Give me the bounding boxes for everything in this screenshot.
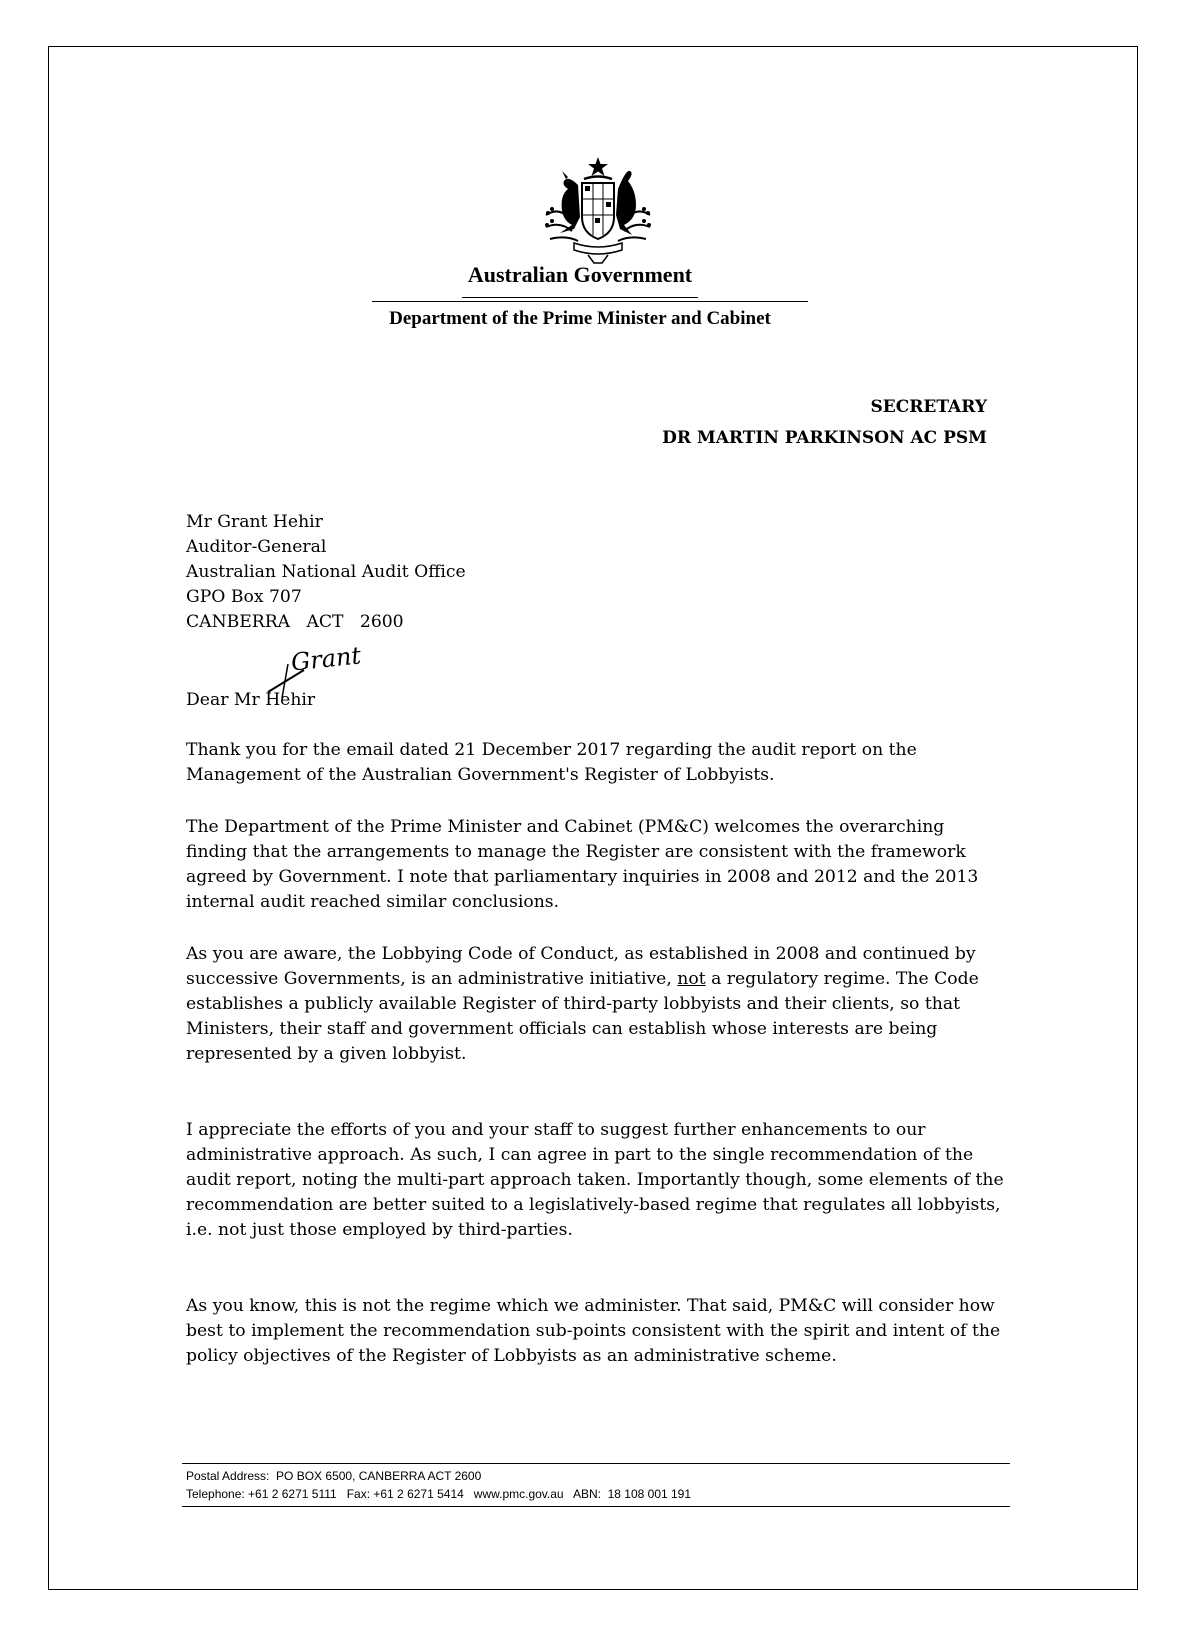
paragraph-text: I appreciate the efforts of you and your staff to suggest further enhancements to our administrative approach. As such, I can agree in part to the single recommendation of the audit report, noting the multi-part approach taken. Importantly though, some elements of the recommendation are better suited to a legislatively-based regime that regulates all lobbyists, i.e. not just those employed by third-parties. [186,1120,1004,1240]
salutation-struck-title: Mr [233,690,260,710]
salutation-surname: Hehir [265,690,316,710]
sender-name: DR MARTIN PARKINSON AC PSM [662,428,987,448]
recipient-address [186,510,466,635]
sender-block [662,392,987,454]
letterhead-rule-top [462,297,698,298]
address-line: Australian National Audit Office [186,562,466,582]
underlined-word: not [677,969,706,989]
paragraph-text: As you know, this is not the regime which we administer. That said, PM&C will consider how best to implement the recommendation sub-points consistent with the spirit and intent of the policy objectives of the Register of Lobbyists as an administrative scheme. [186,1296,1001,1366]
paragraph-text-part: a regulatory regime. The Code establishes a publicly available Register of third-party lobbyists and their clients, so that Ministers, their staff and government officials can establish whose interests are being represented by a given lobbyist. [186,969,979,1064]
paragraph-1 [186,738,1006,788]
paragraph-5 [186,1294,1006,1369]
footer [186,1467,691,1503]
address-line: Auditor-General [186,537,327,557]
paragraph-text: Thank you for the email dated 21 December 2017 regarding the audit report on the Management of the Australian Government's Register of Lobbyists. [186,740,917,785]
paragraph-4 [186,1118,1006,1243]
handwritten-first-name: Grant [289,641,363,677]
address-line: GPO Box 707 [186,587,302,607]
footer-rule-top [182,1463,1010,1464]
sender-role: SECRETARY [870,397,987,417]
paragraph-text-part: As you are aware, the Lobbying Code of Conduct, as established in 2008 and continued by successive Governments, is an administrative initiative, [186,944,976,989]
government-title: Australian Government [467,262,693,287]
footer-contact-details: Telephone: +61 2 6271 5111 Fax: +61 2 6271 5414 www.pmc.gov.au ABN: 18 108 001 191 [186,1487,692,1501]
salutation [186,688,315,713]
paragraph-3 [186,942,1006,1067]
footer-rule-bottom [182,1506,1010,1507]
paragraph-2 [186,815,1006,915]
department-title: Department of the Prime Minister and Cabinet [389,308,771,329]
paragraph-text: The Department of the Prime Minister and Cabinet (PM&C) welcomes the overarching finding that the arrangements to manage the Register are consistent with the framework agreed by Government. I note that parliamentary inquiries in 2008 and 2012 and the 2013 internal audit reached similar conclusions. [186,817,979,912]
salutation-dear: Dear [186,690,229,710]
footer-postal-address: Postal Address: PO BOX 6500, CANBERRA ACT 2600 [186,1469,482,1483]
address-line: CANBERRA ACT 2600 [186,612,404,632]
address-line: Mr Grant Hehir [186,512,323,532]
coat-of-arms-icon [538,155,658,265]
paragraph-text [186,942,1006,1067]
letterhead-rule-bottom [372,301,808,302]
